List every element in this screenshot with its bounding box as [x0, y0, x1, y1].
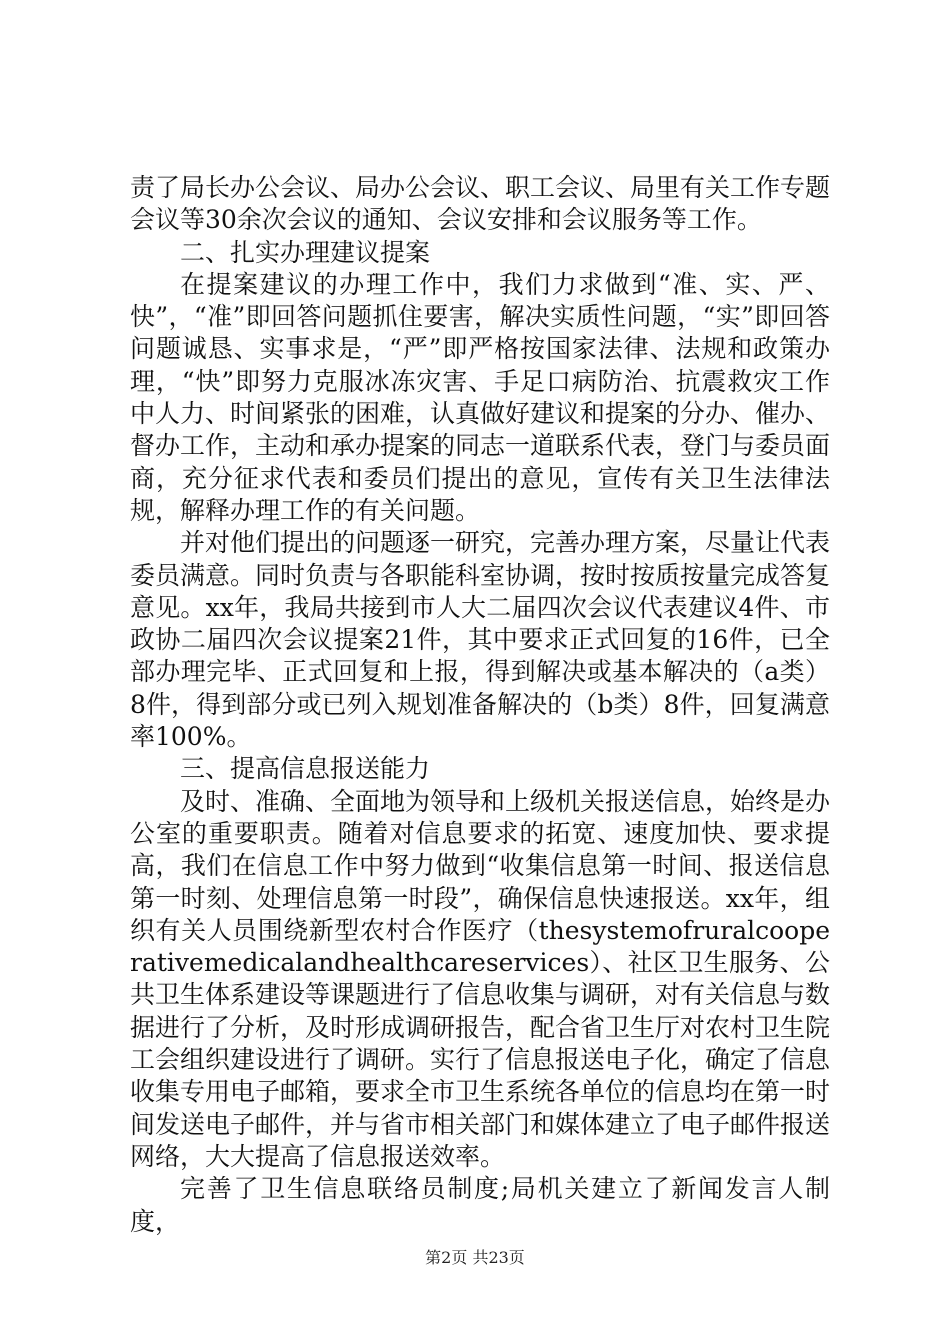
- page-number-footer: 第2页 共23页: [425, 1248, 525, 1267]
- paragraph-4: 并对他们提出的问题逐一研究，完善办理方案，尽量让代表委员满意。同时负责与各职能科室协调，按时按质按量完成答复意见。xx年，我局共接到市人大二届四次会议代表建议4件、市政协二届四次会议提案21件，其中要求正式回复的16件，已全部办理完毕、正式回复和上报，得到解决或基本解决的（a类）8件，得到部分或已列入规划准备解决的（b类）8件，回复满意率100%。: [130, 528, 831, 752]
- document-body: [130, 172, 830, 1238]
- paragraph-1: 责了局长办公会议、局办公会议、职工会议、局里有关工作专题会议等30余次会议的通知、会议安排和会议服务等工作。: [130, 173, 831, 235]
- section-heading-2: 二、扎实办理建议提案: [180, 237, 431, 267]
- section-heading-3: 三、提高信息报送能力: [180, 754, 431, 784]
- paragraph-7: 完善了卫生信息联络员制度;局机关建立了新闻发言人制度，: [130, 1174, 830, 1236]
- paragraph-3: 在提案建议的办理工作中，我们力求做到“准、实、严、快”，“准”即回答问题抓住要害，解决实质性问题，“实”即回答问题诚恳、实事求是，“严”即严格按国家法律、法规和政策办理，“快”即努力克服冰冻灾害、手足口病防治、抗震救灾工作中人力、时间紧张的困难，认真做好建议和提案的分办、催办、督办工作，主动和承办提案的同志一道联系代表，登门与委员面商，充分征求代表和委员们提出的意见，宣传有关卫生法律法规，解释办理工作的有关问题。: [130, 269, 831, 525]
- paragraph-6: 及时、准确、全面地为领导和上级机关报送信息，始终是办公室的重要职责。随着对信息要求的拓宽、速度加快、要求提高，我们在信息工作中努力做到“收集信息第一时间、报送信息第一时刻、处理信息第一时段”，确保信息快速报送。xx年，组织有关人员围绕新型农村合作医疗（thesystemofruralcooperativemedicalandhealthcareservices）、社区卫生服务、公共卫生体系建设等课题进行了信息收集与调研，对有关信息与数据进行了分析，及时形成调研报告，配合省卫生厅对农村卫生院工会组织建设进行了调研。实行了信息报送电子化，确定了信息收集专用电子邮箱，要求全市卫生系统各单位的信息均在第一时间发送电子邮件，并与省市相关部门和媒体建立了电子邮件报送网络，大大提高了信息报送效率。: [130, 786, 831, 1171]
